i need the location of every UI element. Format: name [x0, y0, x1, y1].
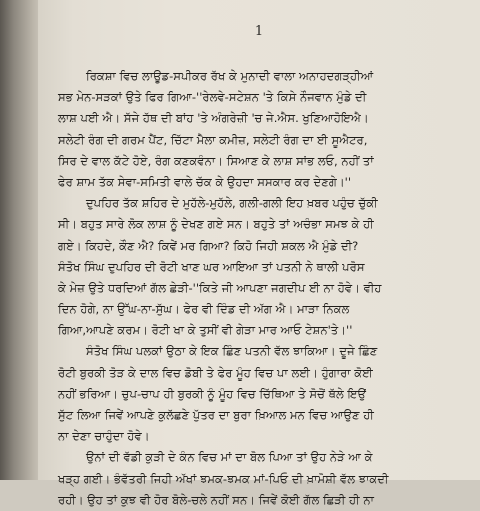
text-line: ਰਿਕਸ਼ਾ ਵਿਚ ਲਾਊਡ-ਸਪੀਕਰ ਰੱਖ ਕੇ ਮੁਨਾਦੀ ਵਾਲਾ ਅਨਾਹਦਗੜ੍ਹੀਆਂ: [86, 69, 374, 83]
text-line: ਨਾ ਦੇਣਾ ਚਾਹੁੰਦਾ ਹੋਵੇ।: [58, 429, 150, 444]
text-line: ਦਿਨ ਹੋਗੇ, ਨਾ ਉੱਘ-ਨਾ-ਸੁੱਘ। ਫੇਰ ਵੀ ਦਿੰਡ ਦੀ ਅੱਗ ਐ। ਮਾੜਾ ਨਿਕਲ: [58, 302, 350, 317]
text-line: ਫੇਰ ਸ਼ਾਮ ਤੱਕ ਸੇਵਾ-ਸਮਿਤੀ ਵਾਲੇ ਚੱਕ ਕੇ ਉਹਦਾ ਸਸਕਾਰ ਕਰ ਦੇਣਗੇ।'': [58, 174, 352, 189]
text-line: ਦੁਪਹਿਰ ਤੱਕ ਸ਼ਹਿਰ ਦੇ ਮੁਹੱਲੇ-ਮੁਹੱਲੇ, ਗਲੀ-ਗਲੀ ਇਹ ਖ਼ਬਰ ਪਹੁੰਚ ਚੁੱਕੀ: [86, 196, 378, 211]
text-line: ਰਹੀ। ਉਹ ਤਾਂ ਕੁਝ ਵੀ ਹੋਰ ਬੋਲੇ-ਚਲੇ ਨਹੀਂ ਸਨ। ਜਿਵੇਂ ਕੋਈ ਗੱਲ ਛਿੜੀ ਹੀ ਨਾ: [58, 492, 374, 507]
text-line: ਸੁੱਟ ਲਿਆ ਜਿਵੇਂ ਆਪਣੇ ਕੁਲੱਛਣੇ ਪੁੱਤਰ ਦਾ ਬੁਰਾ ਖ਼ਿਆਲ ਮਨ ਵਿਚ ਆਉਣ ਹੀ: [58, 408, 374, 422]
text-line: ਸੰਤੋਖ ਸਿੰਘ ਦੁਪਹਿਰ ਦੀ ਰੋਟੀ ਖਾਣ ਘਰ ਆਇਆ ਤਾਂ ਪਤਨੀ ਨੇ ਥਾਲੀ ਪਰੋਸ: [58, 259, 365, 274]
text-line: ਨਹੀਂ ਭਰਿਆ। ਚੁਪ-ਚਾਪ ਹੀ ਬੁਰਕੀ ਨੂੰ ਮੂੰਹ ਵਿਚ ਚਿੱਥਿਆ ਤੇ ਸੋਚੋਂ ਥੱਲੇ ਇਉਂ: [58, 386, 366, 401]
text-line: ਖੜ੍ਹ ਗਈ। ਭੰਵੱਤਰੀ ਜਿਹੀ ਅੱਖਾਂ ਝਮਕ-ਝਮਕ ਮਾਂ-ਪਿਓ ਦੀ ਖ਼ਾਮੋਸ਼ੀ ਵੱਲ ਝਾਕਦੀ: [58, 471, 389, 486]
text-line: ਕੇ ਮੇਜ਼ ਉਤੇ ਧਰਦਿਆਂ ਗੱਲ ਛੇੜੀ-''ਕਿਤੇ ਜੀ ਆਪਣਾ ਜਗਦੀਪ ਈ ਨਾ ਹੋਵੇ। ਵੀਹ: [58, 280, 382, 295]
book-page: [38, 0, 480, 507]
text-line: ਸਭ ਮੇਨ-ਸੜਕਾਂ ਉਤੇ ਫਿਰ ਗਿਆ-''ਰੇਲਵੇ-ਸਟੇਸ਼ਨ 'ਤੇ ਕਿਸੇ ਨੌਜਵਾਨ ਮੁੰਡੇ ਦੀ: [58, 90, 367, 105]
text-line: ਸਿਰ ਦੇ ਵਾਲ ਕੱਟੇ ਹੋਏ, ਰੰਗ ਕਣਕਵੰਨਾ। ਸਿਆਣ ਕੇ ਲਾਸ਼ ਸਾਂਭ ਲਓ, ਨਹੀਂ ਤਾਂ: [58, 153, 374, 168]
text-line: ਰੋਟੀ ਬੁਰਕੀ ਤੋੜ ਕੇ ਦਾਲ ਵਿਚ ਡੋਬੀ ਤੇ ਫੇਰ ਮੂੰਹ ਵਿਚ ਪਾ ਲਈ। ਹੁੰਗਾਰਾ ਕੋਈ: [58, 365, 373, 380]
text-line: ਸੀ। ਬਹੁਤ ਸਾਰੇ ਲੋਕ ਲਾਸ਼ ਨੂੰ ਦੇਖਣ ਗਏ ਸਨ। ਬਹੁਤੇ ਤਾਂ ਅਚੰਭਾ ਸਮਝ ਕੇ ਹੀ: [58, 217, 374, 232]
text-line: ਉਨਾਂ ਦੀ ਵੱਡੀ ਕੁੜੀ ਦੇ ਕੰਨ ਵਿਚ ਮਾਂ ਦਾ ਬੋਲ ਪਿਆ ਤਾਂ ਉਹ ਨੇੜੇ ਆ ਕੇ: [86, 450, 373, 465]
text-line: ਗਏ। ਕਿਹਦੇ, ਕੌਣ ਐ? ਕਿਵੇਂ ਮਰ ਗਿਆ? ਕਿਹੋ ਜਿਹੀ ਸ਼ਕਲ ਐ ਮੁੰਡੇ ਦੀ?: [58, 238, 359, 253]
text-line: ਲਾਸ਼ ਪਈ ਐ। ਸੱਜੇ ਹੱਥ ਦੀ ਬਾਂਹ 'ਤੇ ਅੰਗਰੇਜ਼ੀ 'ਚ ਜੇ.ਐਸ. ਖੁਣਿਆਹੋਇਐ।: [58, 111, 369, 126]
text-line: ਗਿਆ,ਆਪਣੇ ਕਰਮ। ਰੋਟੀ ਖਾ ਕੇ ਤੁਸੀਂ ਵੀ ਗੇੜਾ ਮਾਰ ਆਓ ਟੇਸ਼ਨ'ਤੇ।'': [58, 323, 353, 338]
text-line: ਸਲੇਟੀ ਰੰਗ ਦੀ ਗਰਮ ਪੈਂਟ, ਚਿੱਟਾ ਮੈਲਾ ਕਮੀਜ਼, ਸਲੇਟੀ ਰੰਗ ਦਾ ਈ ਸੂਐਟਰ,: [58, 132, 368, 147]
text-line: ਸੰਤੋਖ ਸਿੰਘ ਪਲਕਾਂ ਉਠਾ ਕੇ ਇਕ ਛਿੰਣ ਪਤਨੀ ਵੱਲ ਝਾਕਿਆ। ਦੂਜੇ ਛਿੰਣ: [86, 344, 378, 359]
page-number: 1: [254, 24, 264, 39]
body-text: [58, 66, 470, 511]
